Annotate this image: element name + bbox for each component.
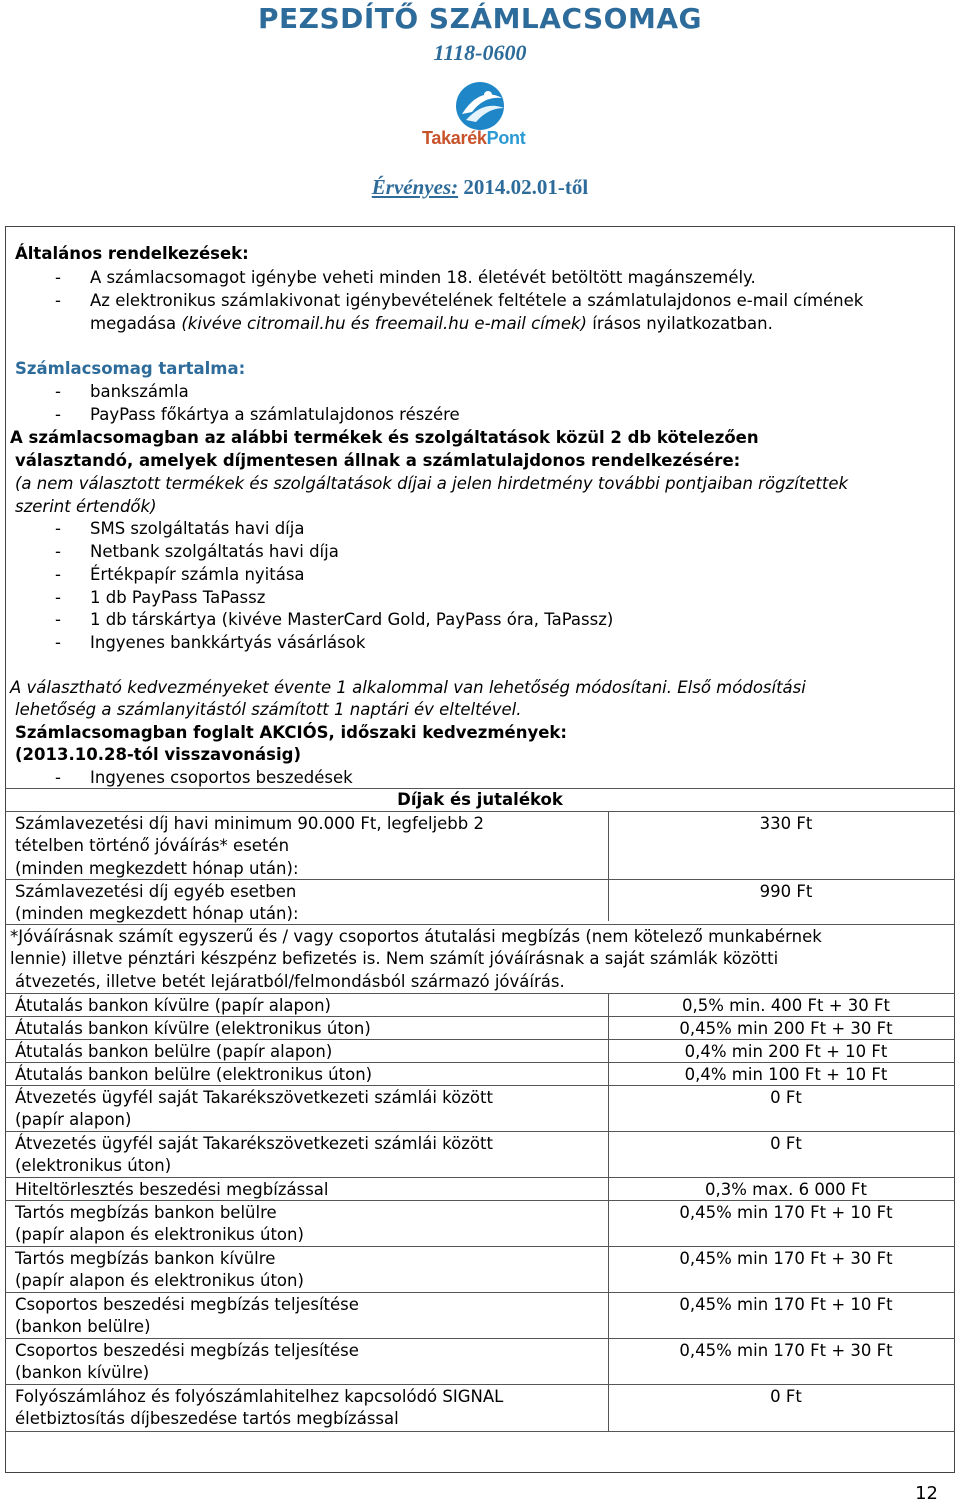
fee-label: tételben történő jóváírás* esetén: [15, 836, 290, 855]
fee-label: Csoportos beszedési megbízás teljesítése: [15, 1295, 359, 1314]
choice-text-2: választandó, amelyek díjmentesen állnak a számlatulajdonos rendelkezésére:: [15, 451, 741, 470]
divider: [5, 1384, 955, 1385]
divider: [5, 1062, 955, 1063]
fee-value: 0,45% min 170 Ft + 10 Ft: [679, 1203, 893, 1222]
document-title: PEZSDÍTŐ SZÁMLACSOMAG: [258, 2, 702, 35]
option-item: Ingyenes bankkártyás vásárlások: [90, 633, 366, 652]
fee-label: életbiztosítás díjbeszedése tartós megbízással: [15, 1409, 399, 1428]
package-heading: Számlacsomag tartalma:: [15, 359, 246, 378]
page-number: 12: [915, 1483, 938, 1504]
general-heading: Általános rendelkezések:: [15, 244, 249, 263]
promo-heading-1: Számlacsomagban foglalt AKCIÓS, időszaki kedvezmények:: [15, 723, 567, 742]
fee-label: Átvezetés ügyfél saját Takarékszövetkezeti számlái között: [15, 1088, 493, 1107]
fee-label: Átutalás bankon kívülre (elektronikus úton): [15, 1019, 371, 1038]
general-item-cont: megadása (kivéve citromail.hu és freemail.hu e-mail címek) írásos nyilatkozatban.: [90, 314, 773, 333]
option-item: SMS szolgáltatás havi díja: [90, 519, 305, 538]
divider: [5, 1131, 955, 1132]
fee-label: (papír alapon és elektronikus úton): [15, 1225, 304, 1244]
fee-value: 0 Ft: [770, 1134, 802, 1153]
fee-label: Folyószámlához és folyószámlahitelhez kapcsolódó SIGNAL: [15, 1387, 504, 1406]
bullet-dash: -: [55, 268, 61, 287]
promo-heading-2: (2013.10.28-tól visszavonásig): [15, 745, 301, 764]
bullet-dash: -: [55, 633, 61, 652]
bullet-dash: -: [55, 382, 61, 401]
fee-value: 0,45% min 170 Ft + 10 Ft: [679, 1295, 893, 1314]
fee-value: 0,5% min. 400 Ft + 30 Ft: [682, 996, 890, 1015]
promo-item: Ingyenes csoportos beszedések: [90, 768, 353, 787]
fee-label: Tartós megbízás bankon belülre: [15, 1203, 277, 1222]
fee-value: 0 Ft: [770, 1387, 802, 1406]
fee-label: Csoportos beszedési megbízás teljesítése: [15, 1341, 359, 1360]
fee-value: 0,4% min 200 Ft + 10 Ft: [684, 1042, 888, 1061]
general-item: Az elektronikus számlakivonat igénybevételének feltétele a számlatulajdonos e-mail címének: [90, 291, 864, 310]
fee-label: (bankon belülre): [15, 1317, 151, 1336]
fee-label: Számlavezetési díj havi minimum 90.000 Ft, legfeljebb 2: [15, 814, 484, 833]
fee-label: (bankon kívülre): [15, 1363, 150, 1382]
bullet-dash: -: [55, 565, 61, 584]
divider: [5, 1177, 955, 1178]
divider: [5, 924, 955, 925]
fee-value: 990 Ft: [759, 882, 813, 901]
column-divider: [608, 811, 609, 921]
fee-label: (minden megkezdett hónap után):: [15, 859, 299, 878]
fee-label: Átutalás bankon belülre (papír alapon): [15, 1042, 333, 1061]
fee-value: 0,3% max. 6 000 Ft: [704, 1180, 868, 1199]
fee-value: 0,4% min 100 Ft + 10 Ft: [684, 1065, 888, 1084]
fee-label: Átvezetés ügyfél saját Takarékszövetkezeti számlái között: [15, 1134, 493, 1153]
general-item: A számlacsomagot igénybe veheti minden 18. életévét betöltött magánszemély.: [90, 268, 756, 287]
bullet-dash: -: [55, 588, 61, 607]
bullet-dash: -: [55, 542, 61, 561]
fee-value: 0,45% min 170 Ft + 30 Ft: [679, 1249, 893, 1268]
fee-label: Hiteltörlesztés beszedési megbízással: [15, 1180, 329, 1199]
divider: [5, 1292, 955, 1293]
footnote-3: átvezetés, illetve betét lejáratból/felmondásból származó jóváírás.: [15, 972, 565, 991]
modify-text-1: A választható kedvezményeket évente 1 alkalommal van lehetőség módosítani. Első módosítási: [10, 678, 806, 697]
footnote-2: lennie) illetve pénztári készpénz befizetés is. Nem számít jóváírásnak a saját számlák közötti: [10, 949, 779, 968]
modify-text-2: lehetőség a számlanyitástól számított 1 naptári év elteltével.: [15, 700, 522, 719]
bullet-dash: -: [55, 768, 61, 787]
validity-label: Érvényes:: [371, 175, 459, 199]
fee-value: 0 Ft: [770, 1088, 802, 1107]
validity-date: 2014.02.01-től: [463, 175, 589, 199]
option-item: Netbank szolgáltatás havi díja: [90, 542, 339, 561]
fee-label: (papír alapon és elektronikus úton): [15, 1271, 304, 1290]
divider: [5, 1338, 955, 1339]
divider: [5, 1200, 955, 1201]
fee-value: 330 Ft: [759, 814, 813, 833]
bullet-dash: -: [55, 405, 61, 424]
bullet-dash: -: [55, 610, 61, 629]
fees-heading: Díjak és jutalékok: [397, 790, 563, 809]
package-item: bankszámla: [90, 382, 189, 401]
column-divider: [608, 993, 609, 1431]
divider: [5, 1431, 955, 1432]
fee-label: (papír alapon): [15, 1110, 132, 1129]
package-item: PayPass főkártya a számlatulajdonos részére: [90, 405, 460, 424]
footnote-1: *Jóváírásnak számít egyszerű és / vagy csoportos átutalási megbízás (nem kötelező munkabérnek: [10, 927, 822, 946]
divider: [5, 1246, 955, 1247]
divider: [5, 1039, 955, 1040]
divider: [5, 1085, 955, 1086]
choice-text-1: A számlacsomagban az alábbi termékek és szolgáltatások közül 2 db kötelezően: [10, 428, 759, 447]
fee-label: Átutalás bankon belülre (elektronikus úton): [15, 1065, 373, 1084]
fee-label: (elektronikus úton): [15, 1156, 172, 1175]
package-code: 1118-0600: [433, 40, 527, 65]
validity-line: [0, 175, 960, 200]
fee-value: 0,45% min 200 Ft + 30 Ft: [679, 1019, 893, 1038]
divider: [5, 811, 955, 812]
bullet-dash: -: [55, 291, 61, 310]
choice-note-1: (a nem választott termékek és szolgáltatások díjai a jelen hirdetmény további pontjaiban rögzítettek: [15, 474, 849, 493]
fee-label: Számlavezetési díj egyéb esetben: [15, 882, 297, 901]
fee-value: 0,45% min 170 Ft + 30 Ft: [679, 1341, 893, 1360]
fee-label: Átutalás bankon kívülre (papír alapon): [15, 996, 331, 1015]
option-item: Értékpapír számla nyitása: [90, 565, 305, 584]
logo-text: TakarékPont: [422, 128, 526, 148]
divider: [5, 879, 955, 880]
option-item: 1 db társkártya (kivéve MasterCard Gold, PayPass óra, TaPassz): [90, 610, 614, 629]
bullet-dash: -: [55, 519, 61, 538]
option-item: 1 db PayPass TaPassz: [90, 588, 266, 607]
divider: [5, 993, 955, 994]
divider: [5, 1016, 955, 1017]
choice-note-2: szerint értendők): [15, 497, 157, 516]
fee-label: Tartós megbízás bankon kívülre: [15, 1249, 276, 1268]
fee-label: (minden megkezdett hónap után):: [15, 904, 299, 923]
